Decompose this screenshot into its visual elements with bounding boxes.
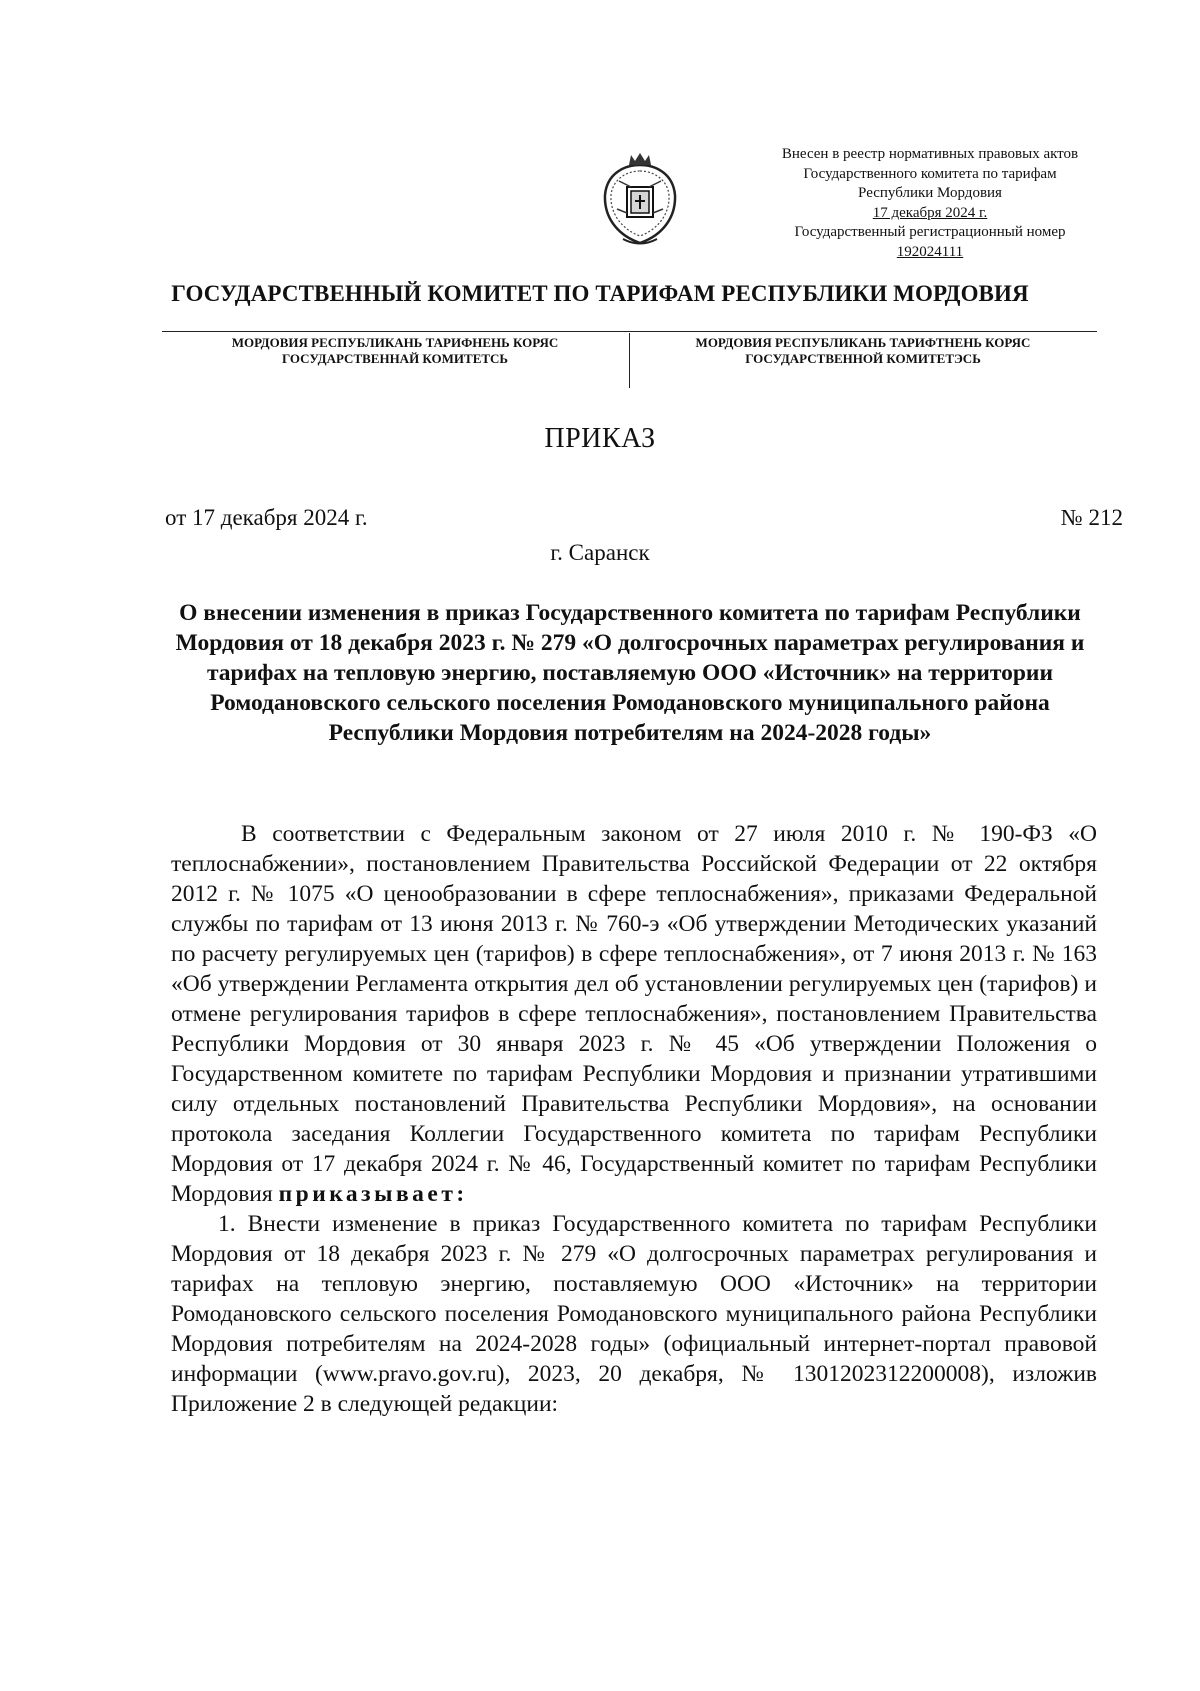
header-vertical-divider	[629, 333, 630, 388]
document-number: № 212	[1060, 505, 1123, 530]
order-word: приказывает:	[278, 1181, 468, 1207]
subtitle-left-line: МОРДОВИЯ РЕСПУБЛИКАНЬ ТАРИФНЕНЬ КОРЯС	[231, 335, 559, 350]
stamp-reg-number: 192024111	[896, 243, 964, 260]
document-body	[171, 819, 1097, 1419]
document-type: ПРИКАЗ	[544, 423, 656, 454]
preamble-paragraph	[171, 819, 1097, 1209]
header-divider	[162, 331, 1097, 332]
subtitle-right	[633, 335, 1093, 367]
subtitle-right-line: ГОСУДАРСТВЕННОЙ КОМИТЕТЭСЬ	[745, 351, 981, 366]
document-date: от 17 декабря 2024 г.	[165, 505, 368, 530]
stamp-line: Государственного комитета по тарифам	[803, 165, 1057, 182]
registry-stamp	[740, 145, 1120, 262]
subtitle-left	[165, 335, 625, 367]
stamp-line: Внесен в реестр нормативных правовых актов	[781, 146, 1079, 162]
stamp-line: Государственный регистрационный номер	[794, 224, 1066, 240]
document-city: г. Саранск	[550, 540, 650, 565]
stamp-date: 17 декабря 2024 г.	[872, 204, 988, 221]
item-1-paragraph: 1. Внести изменение в приказ Государственного комитета по тарифам Республики Мордовия от 18 декабря 2023 г. № 279 «О долгосрочных параметрах регулирования и тарифах на тепловую энергию, поставляемую ООО «Источник» на территории Ромодановского сельского поселения Ромодановского муниципального района Республики Мордовия потребителям на 2024-2028 годы» (официальный интернет-портал правовой информации (www.pravo.gov.ru), 2023, 20 декабря, № 1301202312200008), изложив Приложение 2 в следующей редакции:	[171, 1211, 1097, 1417]
subtitle-right-line: МОРДОВИЯ РЕСПУБЛИКАНЬ ТАРИФТНЕНЬ КОРЯС	[695, 335, 1031, 350]
subtitle-left-line: ГОСУДАРСТВЕННАЙ КОМИТЕТСЬ	[281, 351, 509, 366]
coat-of-arms-emblem	[597, 147, 683, 249]
document-title: О внесении изменения в приказ Государственного комитета по тарифам Республики Мордовия от 18 декабря 2023 г. № 279 «О долгосрочных параметрах регулирования и тарифах на тепловую энергию, поставляемую ООО «Источник» на территории Ромодановского сельского поселения Ромодановского муниципального района Республики Мордовия потребителям на 2024-2028 годы»	[175, 600, 1085, 746]
preamble-text: В соответствии с Федеральным законом от 27 июля 2010 г. № 190-ФЗ «О теплоснабжении», постановлением Правительства Российской Федерации от 22 октября 2012 г. № 1075 «О ценообразовании в сфере теплоснабжения», приказами Федеральной службы по тарифам от 13 июня 2013 г. № 760-э «Об утверждении Методических указаний по расчету регулируемых цен (тарифов) в сфере теплоснабжения», от 7 июня 2013 г. № 163 «Об утверждении Регламента открытия дел об установлении регулируемых цен (тарифов) и отмене регулирования тарифов в сфере теплоснабжения», постановлением Правительства Республики Мордовия от 30 января 2023 г. № 45 «Об утверждении Положения о Государственном комитете по тарифам Республики Мордовия и признании утратившими силу отдельных постановлений Правительства Республики Мордовия», на основании протокола заседания Коллегии Государственного комитета по тарифам Республики Мордовия от 17 декабря 2024 г. № 46, Государственный комитет по тарифам Республики Мордовия	[171, 821, 1097, 1207]
stamp-line: Республики Мордовия	[858, 185, 1002, 201]
organization-name: ГОСУДАРСТВЕННЫЙ КОМИТЕТ ПО ТАРИФАМ РЕСПУБЛИКИ МОРДОВИЯ	[171, 281, 1029, 306]
